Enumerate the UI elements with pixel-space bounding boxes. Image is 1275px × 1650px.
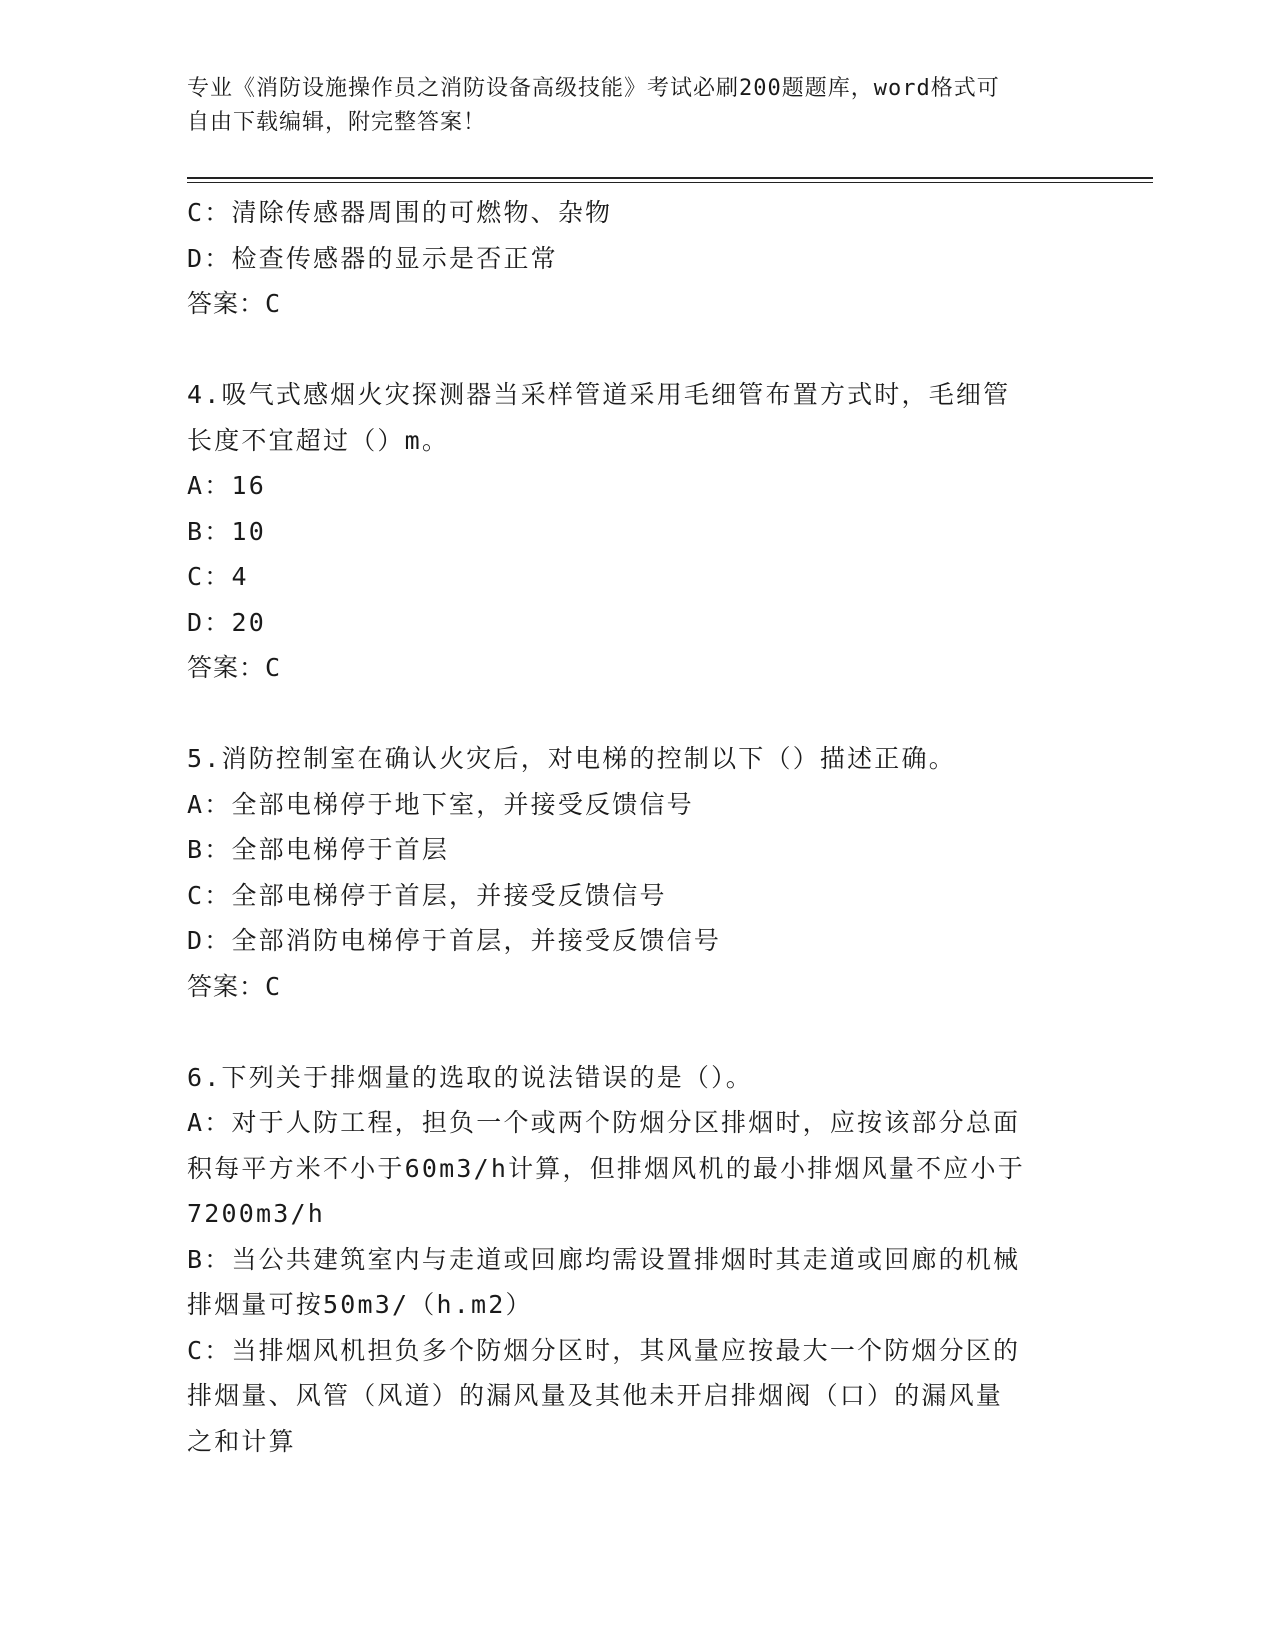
question-5-option-a: A：全部电梯停于地下室，并接受反馈信号 xyxy=(187,789,694,819)
prev-question-block xyxy=(187,190,1087,327)
question-6-option-b-line-2: 排烟量可按50m3/（h.m2） xyxy=(187,1290,533,1319)
header-divider-thick xyxy=(187,177,1153,179)
question-4-option-b: B：10 xyxy=(187,516,266,546)
question-6-option-c-line-3: 之和计算 xyxy=(187,1426,296,1456)
header-line-1: 专业《消防设施操作员之消防设备高级技能》考试必刷200题题库，word格式可 xyxy=(187,76,1000,101)
option-c: C：清除传感器周围的可燃物、杂物 xyxy=(187,198,613,227)
question-4-block xyxy=(187,372,1087,691)
question-6-option-c-line-1: C：当排烟风机担负多个防烟分区时，其风量应按最大一个防烟分区的 xyxy=(187,1335,1021,1365)
question-5-option-b: B：全部电梯停于首层 xyxy=(187,835,450,864)
question-4-option-d: D：20 xyxy=(187,607,266,637)
answer-line: 答案：C xyxy=(187,289,282,318)
document-header xyxy=(187,72,1087,140)
spacer xyxy=(187,327,1087,373)
question-5-option-c: C：全部电梯停于首层，并接受反馈信号 xyxy=(187,880,667,910)
spacer xyxy=(187,691,1087,737)
header-line-2: 自由下载编辑，附完整答案！ xyxy=(187,110,487,135)
question-6-option-a-line-1: A：对于人防工程，担负一个或两个防烟分区排烟时，应按该部分总面 xyxy=(187,1108,1021,1137)
question-6-option-c-line-2: 排烟量、风管（风道）的漏风量及其他未开启排烟阀（口）的漏风量 xyxy=(187,1381,1004,1410)
question-6-option-a-line-2: 积每平方米不小于60m3/h计算，但排烟风机的最小排烟风量不应小于 xyxy=(187,1153,1025,1183)
question-4-option-c: C：4 xyxy=(187,562,249,591)
question-5-title: 5.消防控制室在确认火灾后，对电梯的控制以下（）描述正确。 xyxy=(187,744,956,773)
question-4-title-line-1: 4.吸气式感烟火灾探测器当采样管道采用毛细管布置方式时，毛细管 xyxy=(187,380,1011,409)
question-6-option-a-line-3: 7200m3/h xyxy=(187,1199,326,1228)
option-d: D：检查传感器的显示是否正常 xyxy=(187,243,558,273)
question-4-option-a: A：16 xyxy=(187,471,266,500)
spacer xyxy=(187,1009,1087,1055)
question-6-block xyxy=(187,1055,1087,1465)
question-list xyxy=(187,190,1087,1464)
question-4-answer: 答案：C xyxy=(187,653,282,682)
question-5-answer: 答案：C xyxy=(187,971,282,1001)
header-divider-thin xyxy=(187,182,1153,183)
question-6-option-b-line-1: B：当公共建筑室内与走道或回廊均需设置排烟时其走道或回廊的机械 xyxy=(187,1244,1021,1274)
question-4-title-line-2: 长度不宜超过（）m。 xyxy=(187,425,450,455)
question-6-title: 6.下列关于排烟量的选取的说法错误的是（）。 xyxy=(187,1062,754,1092)
question-5-block xyxy=(187,736,1087,1009)
question-5-option-d: D：全部消防电梯停于首层，并接受反馈信号 xyxy=(187,926,722,955)
